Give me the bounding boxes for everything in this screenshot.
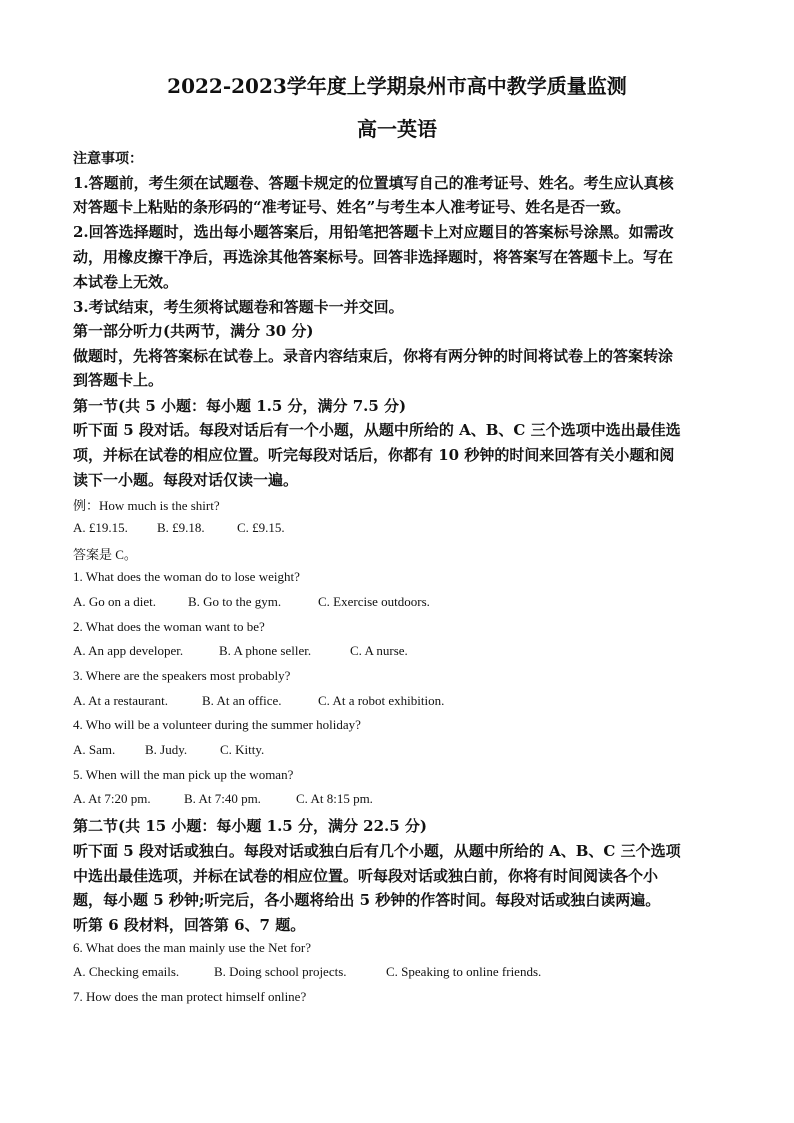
option-a: A. Go on a diet. [73,594,157,609]
notice-heading: 注意事项： [73,151,143,167]
option-b: B. Doing school projects. [214,964,347,979]
part1-heading: 第一部分听力(共两节，满分 30 分) [73,322,314,340]
question-4: 4. Who will be a volunteer during the summer holiday? [73,717,361,732]
notice-line: 本试卷上无效。 [73,273,179,291]
option-b: B. At an office. [202,693,282,708]
question-1: 1. What does the woman do to lose weight? [73,569,300,584]
question-2-options [73,643,408,659]
exam-title: 2022-2023学年度上学期泉州市高中教学质量监测 [167,74,627,98]
option-a: A. Checking emails. [73,964,180,979]
notice-line: 2.回答选择题时，选出每小题答案后，用铅笔把答题卡上对应题目的答案标号涂黑。如需改 [73,223,674,241]
notice-line: 1.答题前，考生须在试题卷、答题卡规定的位置填写自己的准考证号、姓名。考生应认真核 [73,174,674,192]
question-3-options [73,693,444,709]
option-a: A. £19.15. [73,520,128,535]
notice-line: 对答题卡上粘贴的条形码的“准考证号、姓名”与考生本人准考证号、姓名是否一致。 [73,198,631,216]
question-5: 5. When will the man pick up the woman? [73,767,294,782]
question-7: 7. How does the man protect himself online? [73,989,307,1004]
section1-intro-line: 读下一小题。每段对话仅读一遍。 [73,471,299,489]
question-1-options [73,594,430,610]
question-4-options [73,742,264,758]
option-b: B. Judy. [145,742,188,757]
section2-intro-line: 听下面 5 段对话或独白。每段对话或独白后有几个小题，从题中所给的 A、B、C 三个选项 [73,842,681,860]
question-3: 3. Where are the speakers most probably? [73,668,291,683]
option-c: C. Exercise outdoors. [318,594,430,609]
option-c: C. At 8:15 pm. [296,791,373,806]
option-b: B. A phone seller. [219,643,312,658]
section2-intro-line: 中选出最佳选项，并标在试卷的相应位置。听每段对话或独白前，你将有时间阅读各个小 [73,867,659,885]
section2-heading: 第二节(共 15 小题：每小题 1.5 分，满分 22.5 分) [73,817,428,835]
option-b: B. Go to the gym. [188,594,282,609]
option-c: C. Kitty. [220,742,265,757]
option-b: B. At 7:40 pm. [184,791,261,806]
option-c: C. £9.15. [237,520,285,535]
option-a: A. At 7:20 pm. [73,791,151,806]
question-6: 6. What does the man mainly use the Net for? [73,940,312,955]
question-6-options [73,964,541,980]
option-c: C. Speaking to online friends. [386,964,542,979]
example-answer: 答案是 C。 [73,547,137,562]
part1-intro-line: 做题时，先将答案标在试卷上。录音内容结束后，你将有两分钟的时间将试卷上的答案转涂 [73,347,674,365]
option-c: C. A nurse. [350,643,408,658]
section1-heading: 第一节(共 5 小题：每小题 1.5 分，满分 7.5 分) [73,397,407,415]
question-2: 2. What does the woman want to be? [73,619,265,634]
section1-intro-line: 听下面 5 段对话。每段对话后有一个小题，从题中所给的 A、B、C 三个选项中选出最佳选 [73,421,681,439]
notice-line: 3.考试结束，考生须将试题卷和答题卡一并交回。 [73,298,404,316]
example-question: 例：How much is the shirt? [73,498,220,513]
example-options [73,520,285,536]
material-instruction: 听第 6 段材料，回答第 6、7 题。 [73,916,306,934]
question-5-options [73,791,373,807]
section2-intro-line: 题，每小题 5 秒钟;听完后，各小题将给出 5 秒钟的作答时间。每段对话或独白读两遍。 [73,891,661,909]
option-a: A. An app developer. [73,643,184,658]
option-b: B. £9.18. [157,520,205,535]
option-a: A. At a restaurant. [73,693,168,708]
section1-intro-line: 项，并标在试卷的相应位置。听完每段对话后，你都有 10 秒钟的时间来回答有关小题和阅 [73,446,675,464]
part1-intro-line: 到答题卡上。 [73,371,164,389]
exam-subtitle: 高一英语 [357,117,437,141]
notice-line: 动，用橡皮擦干净后，再选涂其他答案标号。回答非选择题时，将答案写在答题卡上。写在 [73,248,674,266]
option-a: A. Sam. [73,742,116,757]
option-c: C. At a robot exhibition. [318,693,445,708]
